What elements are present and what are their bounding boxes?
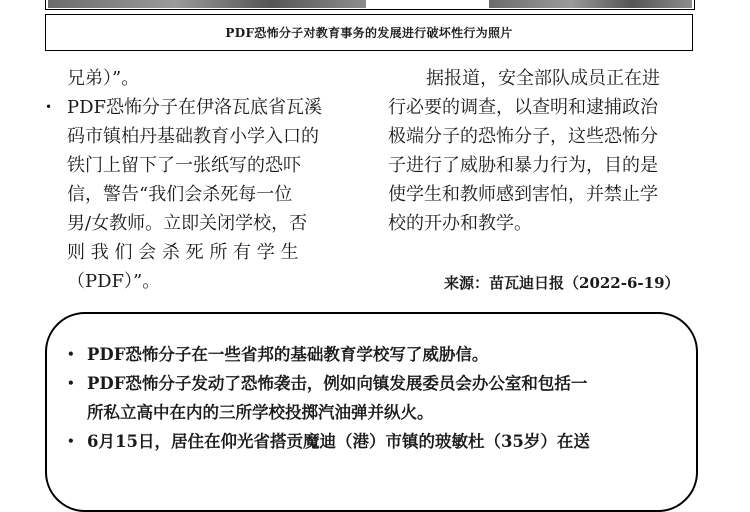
summary-item [65,340,695,369]
summary-line: 所私立高中在内的三所学校投掷汽油弹并纵火。 [87,403,434,422]
summary-line: PDF恐怖分子在一些省邦的基础教育学校写了威胁信。 [87,345,489,364]
bullet-icon: • [45,100,53,114]
text-line: 男/女教师。立即关闭学校，否 [67,213,308,234]
text-line: 极端分子的恐怖分子，这些恐怖分 [388,126,658,147]
text-line: 校的开办和教学。 [388,213,532,234]
text-line: 则 我 们 会 杀 死 所 有 学 生 [67,242,299,263]
text-line: 使学生和教师感到害怕，并禁止学 [388,184,658,205]
photo-right [489,0,692,8]
bullet-icon: • [67,376,75,390]
photo-strip [45,0,695,10]
summary-line: PDF恐怖分子发动了恐怖袭击，例如向镇发展委员会办公室和包括一 [87,374,588,393]
text-line: （PDF）”。 [67,271,161,292]
text-line: 子进行了威胁和暴力行为，目的是 [388,155,658,176]
text-line: PDF恐怖分子在伊洛瓦底省瓦溪 [67,97,323,118]
photo-left [48,0,366,8]
text-line: 行必要的调查，以查明和逮捕政治 [388,97,658,118]
text-line: 据报道，安全部队成员正在进 [426,68,660,89]
bullet-icon: • [67,347,75,361]
summary-line: 6月15日，居住在仰光省搭贡魔迪（港）市镇的玻敏杜（35岁）在送 [87,432,590,451]
text-line: 铁门上留下了一张纸写的恐吓 [67,155,301,176]
summary-item [65,369,695,427]
bullet-icon: • [67,434,75,448]
continuation-text: 兄弟）”。 [67,68,140,89]
right-column [388,64,702,238]
text-line: 信，警告“我们会杀死每一位 [67,184,293,205]
bullet-item [45,93,363,296]
source-citation: 来源：苗瓦迪日报（2022-6-19） [444,274,680,292]
left-column [45,64,363,296]
photo-caption: PDF恐怖分子对教育事务的发展进行破坏性行为照片 [45,14,693,51]
summary-list [65,340,695,456]
text-line: 码市镇柏丹基础教育小学入口的 [67,126,319,147]
summary-item [65,427,695,456]
